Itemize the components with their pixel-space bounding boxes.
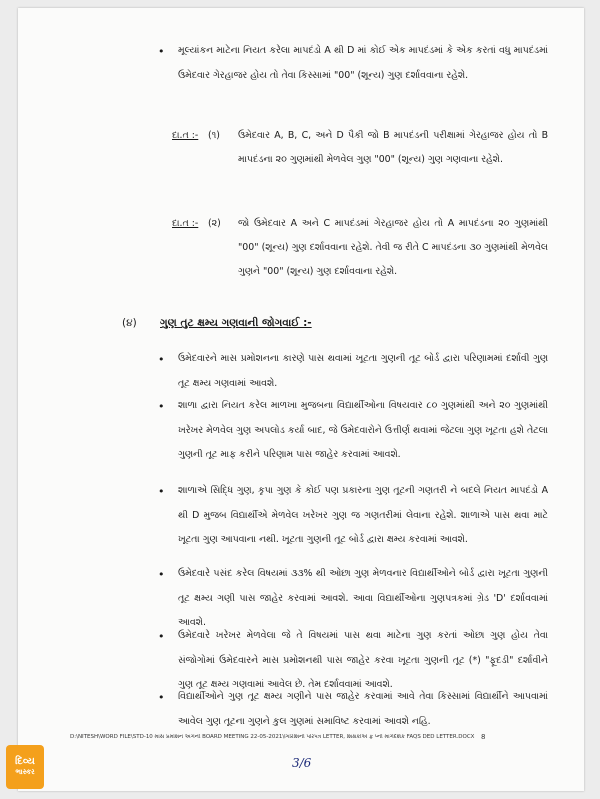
section-4-bullet-2: શાળા દ્વારા નિયત કરેલ માળખા મુજબના વિદ્યાર્થીઓના વિષયવાર ૮૦ ગુણમાંથી અને ૨૦ ગુણમાંથી ખરેખર મેળવેલ ગુણ અપલોડ કર્યા બાદ, જે ઉમેદવારોને ઉત્તીર્ણ થવામાં જેટલા ગુણ ખૂટતા હશે તેટલા ગુણની તૂટ માફ કરીને પરિણામ પાસ જાહેર કરવામાં આવશે.: [178, 400, 548, 460]
example-2-label: દા.ત :-: [172, 218, 199, 229]
top-bullet-paragraph: મૂલ્યાંકન માટેના નિયત કરેલા માપદંડો A થી D માં કોઈ એક માપદંડમાં કે એક કરતાં વધુ માપદંડમાં ઉમેદવાર ગેરહાજર હોય તો તેવા કિસ્સામાં "00" (શૂન્ય) ગુણ દર્શાવવાના રહેશે.: [178, 45, 548, 81]
bullet-marker: •: [158, 568, 165, 581]
example-1-text: ઉમેદવાર A, B, C, અને D પૈકી જો B માપદંડની પરીક્ષામાં ગેરહાજર હોય તો B માપદંડના ૨૦ ગુણમાંથી મેળવેલ ગુણ "00" (શૂન્ય) ગુણ ગણવાના રહેશે.: [238, 130, 548, 165]
divya-bhaskar-logo: [6, 745, 44, 789]
footer-file-path: D:\NITESH\WORD FILE\STD-10 માસ પ્રમોશન અંગેની BOARD MEETING 22-05-2021\ગિરિશિની પરિપત્ર LETTER, શિક્ષકોએ ફ પ્ની માર્ગદર્શક FAQS DED LETTER.DOCX: [70, 734, 475, 740]
section-4-bullet-1: ઉમેદવારને માસ પ્રમોશનના કારણે પાસ થવામાં ખૂટતા ગુણની તૂટ બોર્ડ દ્વારા પરિણામમાં દર્શાવી ગુણ તૂટ ક્ષમ્ય ગણવામાં આવશે.: [178, 353, 548, 389]
logo-line-2: ભાસ્કર: [15, 768, 35, 776]
section-4-title: ગુણ તુટ ક્ષમ્ય ગણવાની જોગવાઈ :-: [160, 317, 312, 329]
page-number: 8: [481, 733, 486, 741]
section-4-heading: [122, 310, 312, 336]
section-4-bullet-4: ઉમેદવારે પસંદ કરેલ વિષયમાં ૩૩% થી ઓછા ગુણ મેળવનાર વિદ્યાર્થીઓને બોર્ડ દ્વારા ખૂટતા ગુણની તૂટ ક્ષમ્ય ગણી પાસ જાહેર કરવામાં આવશે. આવા વિદ્યાર્થીઓના ગુણપત્રકમાં ગ્રેડ 'D' દર્શાવવામાં આવશે.: [178, 568, 548, 628]
section-4-bullet-6: વિદ્યાર્થીઓને ગુણ તૂટ ક્ષમ્ય ગણીને પાસ જાહેર કરવામાં આવે તેવા કિસ્સામાં વિદ્યાર્થીને આપવામાં આવેલ ગુણ તૂટના ગુણને કુલ ગુણમાં સમાવિષ્ટ કરવામાં આવશે નહિ.: [178, 691, 548, 727]
logo-line-1: દિવ્ય: [15, 756, 35, 767]
bullet-marker: •: [158, 691, 165, 704]
example-2-text: જો ઉમેદવાર A અને C માપદંડમાં ગેરહાજર હોય તો A માપદંડના ૨૦ ગુણમાંથી "00" (શૂન્ય) ગુણ દર્શાવવાના રહેશે. તેવી જ રીતે C માપદંડના ૩૦ ગુણમાંથી મેળવેલ ગુણને "00" (શૂન્ય) ગુણ દર્શાવવાના રહેશે.: [238, 218, 548, 277]
bullet-marker: •: [158, 400, 165, 413]
example-1-number: (૧): [208, 130, 220, 141]
bullet-marker: •: [158, 45, 165, 58]
section-4-number: (૪): [122, 317, 137, 329]
example-2-number: (૨): [208, 218, 221, 229]
section-4-bullet-5: ઉમેદવારે ખરેખર મેળવેલા જે તે વિષયમાં પાસ થવા માટેના ગુણ કરતાં ઓછા ગુણ હોય તેવા સંજોગોમાં ઉમેદવારને માસ પ્રમોશનથી પાસ જાહેર કરવા ખૂટતા ગુણની તૂટ (*) "ફૂદડી" દર્શાવીને ગુણ તૂટ ક્ષમ્ય ગણવામાં આવેલ છે. તેમ દર્શાવવામાં આવશે.: [178, 630, 548, 690]
section-4-bullet-3: શાળાએ સિદ્ધિ ગુણ, કૃપા ગુણ કે કોઈ પણ પ્રકારના ગુણ તૂટની ગણતરી ને બદલે નિયત માપદંડો A થી D મુજબ વિદ્યાર્થીએ મેળવેલ ખરેખર ગુણ જ ગણતરીમાં લેવાના રહેશે. શાળાએ પાસ થવા માટે ખૂટતા ગુણ આપવાના નથી. ખૂટતા ગુણની તૂટ બોર્ડ દ્વારા ક્ષમ્ય કરવામાં આવશે.: [178, 485, 548, 545]
handwritten-page-mark: 3/6: [292, 756, 312, 770]
bullet-marker: •: [158, 353, 165, 366]
bullet-marker: •: [158, 630, 165, 643]
bullet-marker: •: [158, 485, 165, 498]
example-1-label: દા.ત :-: [172, 130, 199, 141]
